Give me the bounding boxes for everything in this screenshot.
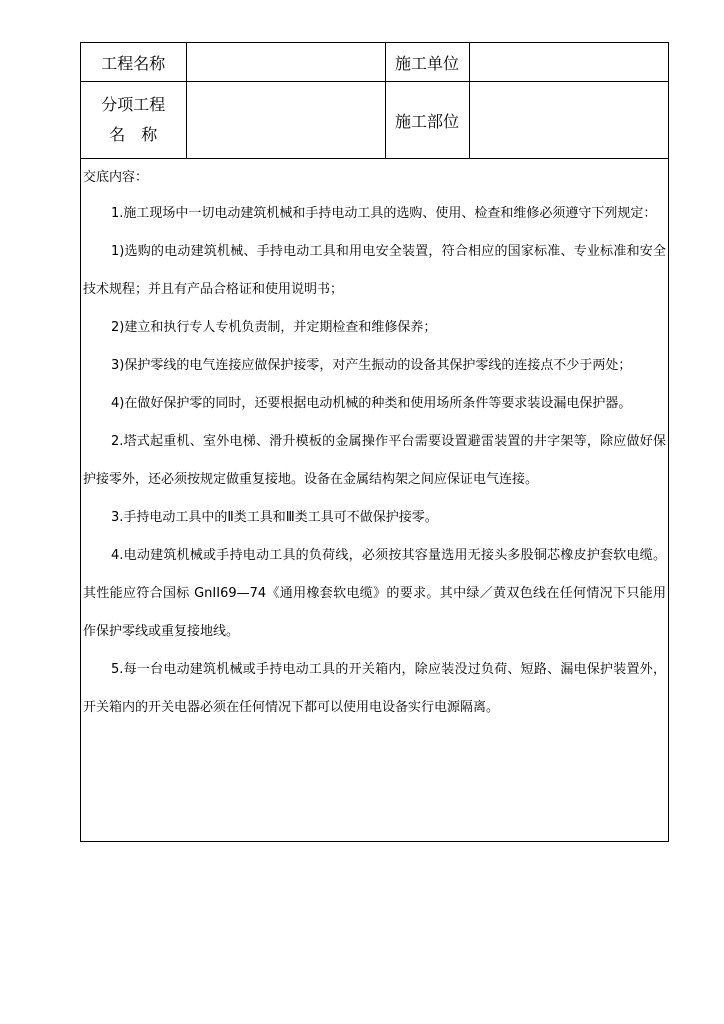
- form-header-table: [81, 43, 668, 159]
- construction-part-label: 施工部位: [385, 82, 469, 159]
- disclosure-content: [81, 159, 668, 727]
- subitem-label-line2: 名 称: [109, 125, 158, 144]
- content-paragraph: 3)保护零线的电气连接应做保护接零，对产生振动的设备其保护零线的连接点不少于两处；: [111, 358, 632, 373]
- construction-unit-label: 施工单位: [385, 43, 469, 82]
- content-paragraph: 4)在做好保护零的同时，还要根据电动机械的种类和使用场所条件等要求装设漏电保护器。: [111, 396, 632, 411]
- project-name-field[interactable]: [186, 43, 385, 82]
- construction-unit-field[interactable]: [469, 43, 668, 82]
- subitem-label-line1: 分项工程: [101, 95, 166, 114]
- content-paragraph: 1)选购的电动建筑机械、手持电动工具和用电安全装置，符合相应的国家标准、专业标准和安全技术规程；并且有产品合格证和使用说明书；: [83, 244, 666, 297]
- subitem-label-cell: [81, 82, 186, 159]
- content-paragraph: 5.每一台电动建筑机械或手持电动工具的开关箱内，除应装没过负荷、短路、漏电保护装置外，开关箱内的开关电器必须在任何情况下都可以使用电设备实行电源隔离。: [83, 662, 666, 715]
- content-paragraph: 2.塔式起重机、室外电梯、滑升模板的金属操作平台需要设置避雷装置的井字架等，除应做好保护接零外，还必须按规定做重复接地。设备在金属结构架之间应保证电气连接。: [83, 434, 666, 487]
- header-row-project: [81, 43, 668, 82]
- construction-part-field[interactable]: [469, 82, 668, 159]
- content-title: 交底内容：: [83, 170, 149, 185]
- content-paragraph: 2)建立和执行专人专机负责制，并定期检查和维修保养；: [111, 320, 437, 335]
- content-paragraph: 1.施工现场中一切电动建筑机械和手持电动工具的选购、使用、检查和维修必须遵守下列规定：: [111, 206, 657, 221]
- subitem-field[interactable]: [186, 82, 385, 159]
- content-paragraph: 3.手持电动工具中的Ⅱ类工具和Ⅲ类工具可不做保护接零。: [111, 510, 438, 525]
- project-name-label: 工程名称: [81, 43, 186, 82]
- disclosure-form: [80, 42, 669, 842]
- header-row-subitem: [81, 82, 668, 159]
- content-paragraph: 4.电动建筑机械或手持电动工具的负荷线，必须按其容量选用无接头多股铜芯橡皮护套软电缆。其性能应符合国标 GnII69—74《通用橡套软电缆》的要求。其中绿／黄双色线在任何情况下只能用作保护零线或重复接地线。: [83, 548, 666, 639]
